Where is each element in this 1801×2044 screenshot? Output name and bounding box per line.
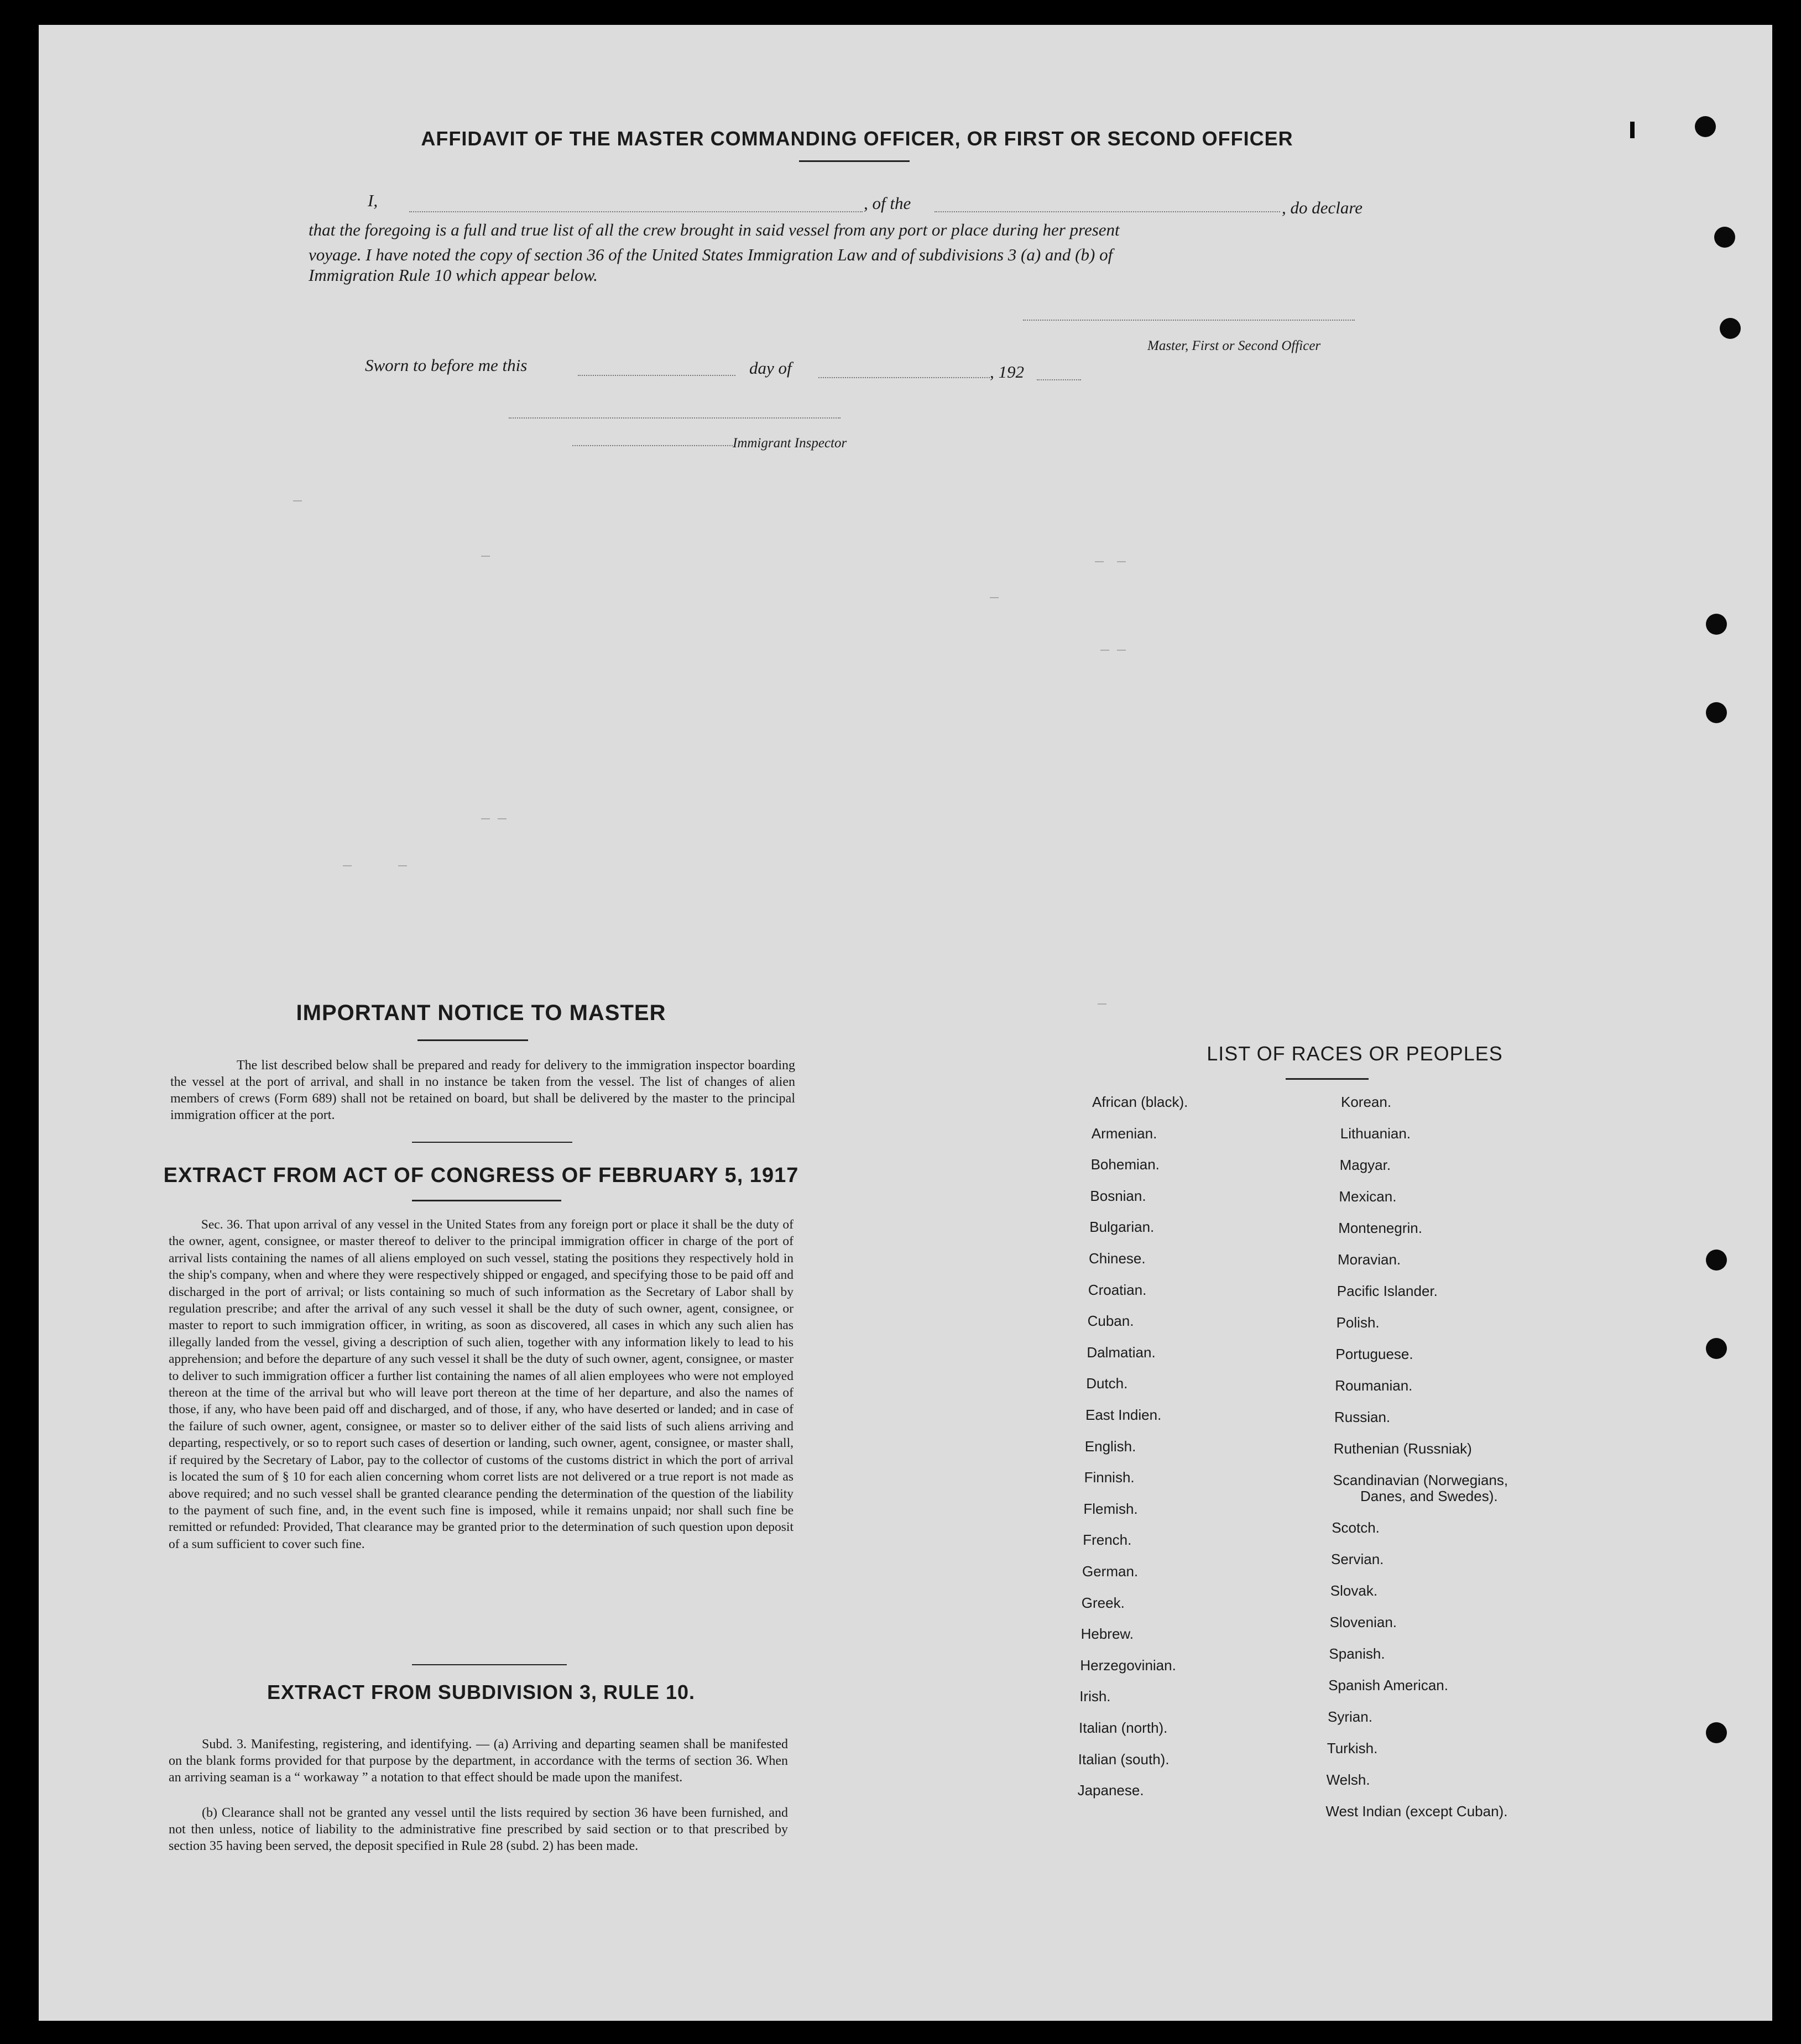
- act-title: EXTRACT FROM ACT OF CONGRESS OF FEBRUARY 5, 1917: [163, 1164, 799, 1187]
- year-blank[interactable]: [1037, 379, 1081, 380]
- race-item: German.: [1082, 1563, 1139, 1580]
- race-item: West Indian (except Cuban).: [1325, 1803, 1508, 1820]
- race-item: Pacific Islander.: [1337, 1283, 1438, 1299]
- notice-title: IMPORTANT NOTICE TO MASTER: [296, 1001, 666, 1025]
- inspector-sig-top-blank[interactable]: [509, 417, 841, 419]
- rule-title: EXTRACT FROM SUBDIVISION 3, RULE 10.: [267, 1681, 696, 1703]
- act-text: Sec. 36. That upon arrival of any vessel in the United States from any foreign port or place it shall be the duty of the owner, agent, consignee, or master thereof to deliver to the principal immigration officer in charge of the port of arrival lists containing the names of all aliens employed on such vessel, stating the positions they respectively hold in the ship's company, when and where they were respectively shipped or engaged, and specifying those to be paid off and discharged in the port of arrival; or lists containing so much of such information as the Secretary of Labor shall by regulation prescribe; and after the arrival of any such vessel it shall be the duty of such owner, agent, consignee, or master to report to such immigration officer, in writing, as soon as discovered, all cases in which any such alien has illegally landed from the vessel, giving a description of such alien, together with any information likely to lead to his apprehension; and before the departure of any such vessel it shall be the duty of such owner, agent, consignee, or master to deliver to such immigration officer a further list containing the names of all alien employees who were not employed thereon at the time of the arrival but who will leave port thereon at the time of her departure, and also the names of those, if any, who have been paid off and discharged, and of those, if any, who have deserted or landed; and in case of the failure of such owner, agent, consignee, or master so to deliver either of the said lists of such aliens arriving and departing, respectively, or so to report such cases of desertion or landing, such owner, agent, consignee, or master shall, if required by the Secretary of Labor, pay to the collector of customs of the customs district in which the port of arrival is located the sum of § 10 for each alien concerning whom corret lists are not delivered or a true report is not made as above required; and no such vessel shall be granted clearance pending the determination of the question of the liability to the payment of such fine, and, in the event such fine is imposed, while it remains unpaid; nor shall such fine be remitted or refunded: Provided, That clearance may be granted prior to the determination of such question upon deposit of a sum sufficient to cover such fine.: [169, 1217, 794, 1551]
- race-item: Polish.: [1336, 1314, 1380, 1331]
- race-item: Moravian.: [1338, 1251, 1401, 1268]
- punch-hole: [1706, 1250, 1727, 1271]
- affidavit-title-rule: [799, 160, 910, 162]
- faint-mark: [1117, 650, 1126, 651]
- day-of-label: day of: [749, 358, 792, 378]
- race-item: Slovak.: [1330, 1582, 1378, 1599]
- race-item: Japanese.: [1077, 1782, 1144, 1799]
- race-item: Roumanian.: [1335, 1377, 1413, 1394]
- race-item: Bosnian.: [1090, 1187, 1146, 1204]
- faint-mark: [343, 865, 352, 866]
- race-item: Bohemian.: [1090, 1156, 1160, 1173]
- faint-mark: [481, 818, 490, 819]
- race-item: Chinese.: [1089, 1250, 1146, 1267]
- faint-mark: [1117, 561, 1126, 562]
- inspector-signature-blank[interactable]: [572, 445, 733, 446]
- act-rule: [412, 1664, 567, 1665]
- race-item: Russian.: [1334, 1409, 1391, 1425]
- race-item: Dalmatian.: [1087, 1344, 1156, 1361]
- races-title-rule: [1286, 1078, 1369, 1080]
- race-item: East Indien.: [1085, 1407, 1162, 1423]
- vessel-blank[interactable]: [935, 211, 1280, 212]
- punch-hole: [1706, 1338, 1727, 1359]
- race-item: African (black).: [1092, 1094, 1188, 1110]
- race-item: Syrian.: [1328, 1708, 1372, 1725]
- master-label: Master, First or Second Officer: [1147, 338, 1321, 353]
- race-item: Portuguese.: [1335, 1346, 1413, 1362]
- race-item: Spanish.: [1329, 1645, 1385, 1662]
- race-item: Montenegrin.: [1338, 1220, 1422, 1236]
- race-item: Spanish American.: [1328, 1677, 1448, 1693]
- punch-hole: [1695, 116, 1716, 137]
- race-item: Welsh.: [1326, 1771, 1370, 1788]
- affidavit-text-line: Immigration Rule 10 which appear below.: [309, 265, 598, 285]
- race-item: Danes, and Swedes).: [1360, 1488, 1498, 1504]
- race-item: English.: [1084, 1437, 1136, 1455]
- faint-mark: [398, 865, 407, 866]
- rule-text-a: Subd. 3. Manifesting, registering, and identifying. — (a) Arriving and departing seamen shall be manifested on the blank forms provided for that purpose by the department, in accordance with the terms of section 36. When an arriving seaman is a “ workaway ” a notation to that effect should be made upon the manifest.: [169, 1737, 788, 1785]
- race-item: Finnish.: [1084, 1469, 1135, 1486]
- race-item: Korean.: [1341, 1094, 1392, 1110]
- inspector-label: Immigrant Inspector: [733, 436, 847, 451]
- race-item: Greek.: [1081, 1594, 1125, 1611]
- year-label: , 192: [990, 362, 1024, 381]
- binding-mark: [1630, 122, 1635, 138]
- race-item: Scandinavian (Norwegians,: [1333, 1472, 1508, 1488]
- race-item: Magyar.: [1339, 1157, 1391, 1173]
- race-item: French.: [1083, 1531, 1132, 1549]
- punch-hole: [1706, 614, 1727, 635]
- affidavit-text-line: that the foregoing is a full and true list of all the crew brought in said vessel from any port or place during her present: [309, 220, 1120, 239]
- race-item: Servian.: [1331, 1551, 1384, 1567]
- race-item: Armenian.: [1091, 1125, 1157, 1142]
- sworn-label: Sworn to before me this: [365, 356, 528, 375]
- race-item: Italian (north).: [1079, 1719, 1168, 1736]
- race-item: Dutch.: [1086, 1375, 1128, 1392]
- race-item: Ruthenian (Russniak): [1333, 1440, 1472, 1457]
- master-signature-blank[interactable]: [1023, 320, 1355, 321]
- race-item: Hebrew.: [1080, 1625, 1134, 1643]
- race-item: Flemish.: [1083, 1500, 1138, 1517]
- notice-title-rule: [417, 1039, 528, 1041]
- faint-mark: [498, 818, 507, 819]
- race-item: Lithuanian.: [1340, 1125, 1411, 1142]
- race-item: Cuban.: [1087, 1313, 1134, 1330]
- rule-text-b: (b) Clearance shall not be granted any vessel until the lists required by section 36 have been furnished, and not then unless, notice of liability to the administrative fine prescribed by said section or to that prescribed by section 35 having been served, the deposit specified in Rule 28 (subd. 2) has been made.: [169, 1806, 788, 1853]
- notice-rule: [412, 1142, 572, 1143]
- faint-mark: [1100, 650, 1109, 651]
- race-item: Scotch.: [1332, 1519, 1380, 1536]
- faint-mark: [990, 597, 999, 598]
- sworn-day-blank[interactable]: [578, 375, 735, 376]
- affidavit-i: I,: [368, 191, 378, 210]
- races-title: LIST OF RACES OR PEOPLES: [1207, 1042, 1503, 1065]
- race-item: Mexican.: [1339, 1188, 1397, 1205]
- race-item: Slovenian.: [1329, 1614, 1397, 1630]
- affidavit-declare: , do declare: [1282, 198, 1363, 217]
- sworn-month-blank[interactable]: [818, 377, 990, 378]
- affidavit-of-the: , of the: [864, 194, 911, 213]
- race-item: Herzegovinian.: [1080, 1656, 1176, 1674]
- name-blank[interactable]: [409, 211, 863, 212]
- punch-hole: [1706, 1722, 1727, 1743]
- affidavit-text-line: voyage. I have noted the copy of section 36 of the United States Immigration Law and of subdivisions 3 (a) and (b) of: [309, 245, 1113, 264]
- race-item: Italian (south).: [1078, 1750, 1170, 1768]
- faint-mark: [1095, 561, 1104, 562]
- race-item: Turkish.: [1327, 1740, 1378, 1757]
- race-item: Irish.: [1079, 1688, 1111, 1705]
- race-item: Croatian.: [1088, 1281, 1147, 1298]
- faint-mark: [1098, 1003, 1106, 1005]
- faint-mark: [481, 556, 490, 557]
- act-title-rule: [412, 1200, 561, 1201]
- race-item: Bulgarian.: [1089, 1219, 1155, 1236]
- affidavit-title: AFFIDAVIT OF THE MASTER COMMANDING OFFICER, OR FIRST OR SECOND OFFICER: [421, 127, 1293, 150]
- punch-hole: [1714, 227, 1735, 248]
- notice-text: The list described below shall be prepared and ready for delivery to the immigration inspector boarding the vessel at the port of arrival, and shall in no instance be taken from the vessel. The list of changes of alien members of crews (Form 689) shall not be retained on board, but shall be delivered by the master to the principal immigration officer at the port.: [170, 1058, 795, 1122]
- punch-hole: [1720, 318, 1741, 339]
- faint-mark: [293, 500, 302, 501]
- punch-hole: [1706, 702, 1727, 723]
